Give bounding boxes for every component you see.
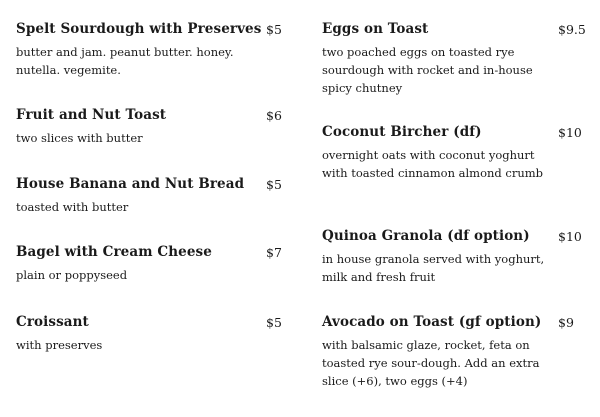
item-price: $10 bbox=[558, 229, 582, 244]
item-description: with balsamic glaze, rocket, feta on toasted rye sour-dough. Add an extra slice (+6), two eggs (+4) bbox=[322, 338, 540, 388]
item-price: $5 bbox=[266, 177, 282, 192]
item-price: $10 bbox=[558, 125, 582, 140]
item-name: Fruit and Nut Toast bbox=[16, 107, 167, 123]
item-description: overnight oats with coconut yoghurt with toasted cinnamon almond crumb bbox=[322, 148, 544, 180]
item-name: Croissant bbox=[16, 314, 89, 330]
item-price: $7 bbox=[266, 245, 282, 260]
item-description: two poached eggs on toasted rye sourdough with rocket and in-house spicy chutney bbox=[322, 45, 533, 95]
item-price: $9.5 bbox=[558, 22, 586, 37]
item-description: two slices with butter bbox=[16, 131, 143, 145]
item-description: in house granola served with yoghurt, milk and fresh fruit bbox=[322, 252, 545, 284]
item-price: $5 bbox=[266, 315, 282, 330]
item-name: Spelt Sourdough with Preserves bbox=[16, 21, 262, 37]
item-price: $5 bbox=[266, 22, 282, 37]
item-price: $9 bbox=[558, 315, 574, 330]
item-description: butter and jam. peanut butter. honey. nutella. vegemite. bbox=[16, 45, 234, 77]
item-name: Coconut Bircher (df) bbox=[322, 124, 482, 140]
item-name: Quinoa Granola (df option) bbox=[322, 228, 530, 244]
item-name: Eggs on Toast bbox=[322, 21, 429, 37]
item-name: House Banana and Nut Bread bbox=[16, 176, 245, 192]
item-description: with preserves bbox=[16, 338, 103, 352]
item-name: Bagel with Cream Cheese bbox=[16, 244, 212, 260]
item-description: toasted with butter bbox=[16, 200, 129, 214]
item-name: Avocado on Toast (gf option) bbox=[322, 314, 542, 330]
item-description: plain or poppyseed bbox=[16, 268, 128, 282]
item-price: $6 bbox=[266, 108, 282, 123]
